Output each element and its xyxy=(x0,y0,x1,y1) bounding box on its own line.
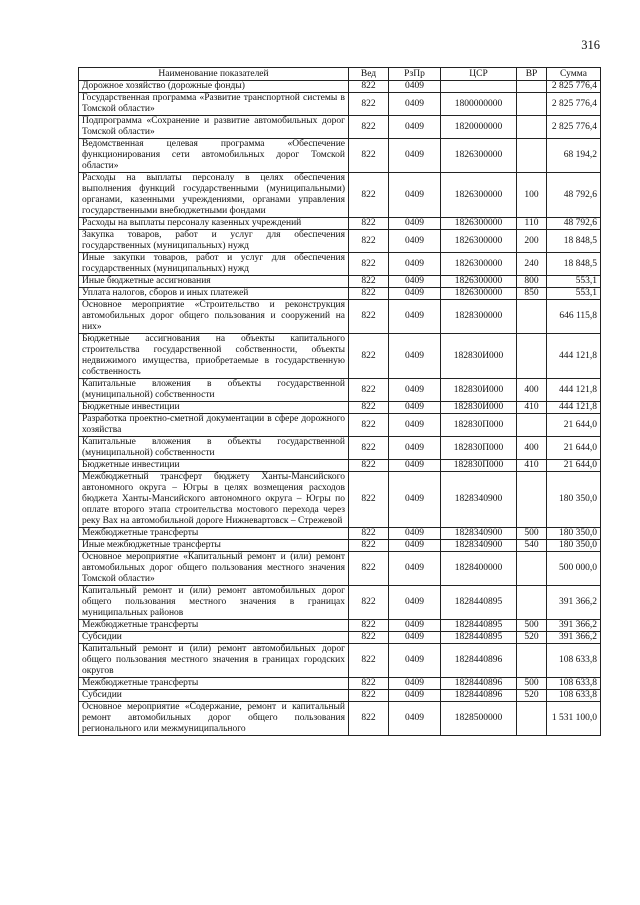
rzpr-cell: 0409 xyxy=(389,253,441,276)
sum-cell: 180 350,0 xyxy=(547,528,601,540)
sum-cell: 500 000,0 xyxy=(547,552,601,586)
table-row xyxy=(79,402,601,414)
indicator-name-cell: Иные межбюджетные трансферты xyxy=(79,540,349,552)
table-row xyxy=(79,702,601,736)
csr-cell: 1820000000 xyxy=(441,116,517,139)
ved-cell: 822 xyxy=(349,472,389,528)
sum-cell: 108 633,8 xyxy=(547,690,601,702)
rzpr-cell: 0409 xyxy=(389,93,441,116)
indicator-name-cell: Дорожное хозяйство (дорожные фонды) xyxy=(79,81,349,93)
ved-cell: 822 xyxy=(349,644,389,678)
rzpr-cell: 0409 xyxy=(389,460,441,472)
ved-cell: 822 xyxy=(349,586,389,620)
table-row xyxy=(79,644,601,678)
rzpr-cell: 0409 xyxy=(389,300,441,334)
indicator-name-cell: Расходы на выплаты персоналу казенных учреждений xyxy=(79,218,349,230)
ved-cell: 822 xyxy=(349,81,389,93)
ved-cell: 822 xyxy=(349,139,389,173)
sum-cell: 646 115,8 xyxy=(547,300,601,334)
header-ved: Вед xyxy=(349,68,389,81)
rzpr-cell: 0409 xyxy=(389,288,441,300)
sum-cell: 108 633,8 xyxy=(547,644,601,678)
csr-cell: 1828440896 xyxy=(441,644,517,678)
table-row xyxy=(79,472,601,528)
csr-cell: 1826300000 xyxy=(441,276,517,288)
vr-cell: 850 xyxy=(517,288,547,300)
budget-table xyxy=(78,67,601,736)
csr-cell: 1826300000 xyxy=(441,230,517,253)
rzpr-cell: 0409 xyxy=(389,678,441,690)
header-name: Наименование показателей xyxy=(79,68,349,81)
table-row xyxy=(79,540,601,552)
rzpr-cell: 0409 xyxy=(389,173,441,218)
indicator-name-cell: Капитальные вложения в объекты государственной (муниципальной) собственности xyxy=(79,437,349,460)
indicator-name-cell: Уплата налогов, сборов и иных платежей xyxy=(79,288,349,300)
vr-cell: 400 xyxy=(517,437,547,460)
table-row xyxy=(79,139,601,173)
indicator-name-cell: Иные бюджетные ассигнования xyxy=(79,276,349,288)
vr-cell: 200 xyxy=(517,230,547,253)
indicator-name-cell: Расходы на выплаты персоналу в целях обеспечения выполнения функций государственными (муниципальными) органами, казенными учреждениями, органами управления государственными внебюджетными фондами xyxy=(79,173,349,218)
vr-cell: 410 xyxy=(517,402,547,414)
rzpr-cell: 0409 xyxy=(389,690,441,702)
rzpr-cell: 0409 xyxy=(389,334,441,379)
rzpr-cell: 0409 xyxy=(389,632,441,644)
vr-cell: 500 xyxy=(517,678,547,690)
csr-cell: 1826300000 xyxy=(441,139,517,173)
indicator-name-cell: Капитальные вложения в объекты государственной (муниципальной) собственности xyxy=(79,379,349,402)
header-sum: Сумма xyxy=(547,68,601,81)
ved-cell: 822 xyxy=(349,230,389,253)
vr-cell: 520 xyxy=(517,632,547,644)
csr-cell: 1828340900 xyxy=(441,528,517,540)
vr-cell xyxy=(517,472,547,528)
table-row xyxy=(79,218,601,230)
sum-cell: 1 531 100,0 xyxy=(547,702,601,736)
table-row xyxy=(79,81,601,93)
table-row xyxy=(79,528,601,540)
sum-cell: 21 644,0 xyxy=(547,437,601,460)
ved-cell: 822 xyxy=(349,173,389,218)
sum-cell: 68 194,2 xyxy=(547,139,601,173)
indicator-name-cell: Межбюджетные трансферты xyxy=(79,620,349,632)
csr-cell: 1828340900 xyxy=(441,472,517,528)
indicator-name-cell: Субсидии xyxy=(79,690,349,702)
table-row xyxy=(79,690,601,702)
sum-cell: 21 644,0 xyxy=(547,460,601,472)
rzpr-cell: 0409 xyxy=(389,702,441,736)
indicator-name-cell: Подпрограмма «Сохранение и развитие автомобильных дорог Томской области» xyxy=(79,116,349,139)
vr-cell xyxy=(517,116,547,139)
indicator-name-cell: Ведомственная целевая программа «Обеспечение функционирования сети автомобильных дорог Томской области» xyxy=(79,139,349,173)
indicator-name-cell: Закупка товаров, работ и услуг для обеспечения государственных (муниципальных) нужд xyxy=(79,230,349,253)
sum-cell: 18 848,5 xyxy=(547,230,601,253)
table-row xyxy=(79,437,601,460)
indicator-name-cell: Межбюджетные трансферты xyxy=(79,528,349,540)
csr-cell: 182830П000 xyxy=(441,414,517,437)
csr-cell: 182830И000 xyxy=(441,402,517,414)
ved-cell: 822 xyxy=(349,288,389,300)
vr-cell xyxy=(517,414,547,437)
sum-cell: 444 121,8 xyxy=(547,334,601,379)
csr-cell: 1826300000 xyxy=(441,288,517,300)
sum-cell: 391 366,2 xyxy=(547,620,601,632)
ved-cell: 822 xyxy=(349,552,389,586)
csr-cell: 1826300000 xyxy=(441,253,517,276)
sum-cell: 18 848,5 xyxy=(547,253,601,276)
rzpr-cell: 0409 xyxy=(389,586,441,620)
table-row xyxy=(79,116,601,139)
indicator-name-cell: Основное мероприятие «Капитальный ремонт и (или) ремонт автомобильных дорог общего пользования местного значения Томской области» xyxy=(79,552,349,586)
rzpr-cell: 0409 xyxy=(389,230,441,253)
header-vr: ВР xyxy=(517,68,547,81)
csr-cell: 1828500000 xyxy=(441,702,517,736)
sum-cell: 553,1 xyxy=(547,288,601,300)
rzpr-cell: 0409 xyxy=(389,402,441,414)
ved-cell: 822 xyxy=(349,528,389,540)
ved-cell: 822 xyxy=(349,402,389,414)
table-row xyxy=(79,253,601,276)
rzpr-cell: 0409 xyxy=(389,414,441,437)
csr-cell: 1828440896 xyxy=(441,690,517,702)
table-row xyxy=(79,586,601,620)
rzpr-cell: 0409 xyxy=(389,139,441,173)
csr-cell: 1828300000 xyxy=(441,300,517,334)
table-row xyxy=(79,620,601,632)
csr-cell: 1828340900 xyxy=(441,540,517,552)
sum-cell: 180 350,0 xyxy=(547,540,601,552)
table-row xyxy=(79,93,601,116)
rzpr-cell: 0409 xyxy=(389,552,441,586)
table-header-row xyxy=(79,68,601,81)
indicator-name-cell: Бюджетные ассигнования на объекты капитального строительства государственной собственности, объекты недвижимого имущества, приобретаемые в государственную собственность xyxy=(79,334,349,379)
rzpr-cell: 0409 xyxy=(389,644,441,678)
table-row xyxy=(79,460,601,472)
csr-cell: 182830П000 xyxy=(441,437,517,460)
table-row xyxy=(79,276,601,288)
vr-cell: 540 xyxy=(517,540,547,552)
vr-cell xyxy=(517,644,547,678)
sum-cell: 48 792,6 xyxy=(547,173,601,218)
vr-cell: 500 xyxy=(517,620,547,632)
rzpr-cell: 0409 xyxy=(389,379,441,402)
ved-cell: 822 xyxy=(349,334,389,379)
table-row xyxy=(79,678,601,690)
vr-cell xyxy=(517,300,547,334)
indicator-name-cell: Бюджетные инвестиции xyxy=(79,460,349,472)
ved-cell: 822 xyxy=(349,540,389,552)
csr-cell xyxy=(441,81,517,93)
indicator-name-cell: Основное мероприятие «Содержание, ремонт и капитальный ремонт автомобильных дорог общего пользования регионального или межмуниципального xyxy=(79,702,349,736)
table-row xyxy=(79,379,601,402)
rzpr-cell: 0409 xyxy=(389,81,441,93)
indicator-name-cell: Субсидии xyxy=(79,632,349,644)
header-csr: ЦСР xyxy=(441,68,517,81)
vr-cell: 520 xyxy=(517,690,547,702)
csr-cell: 1826300000 xyxy=(441,173,517,218)
sum-cell: 391 366,2 xyxy=(547,586,601,620)
csr-cell: 1828440895 xyxy=(441,620,517,632)
table-row xyxy=(79,552,601,586)
vr-cell: 800 xyxy=(517,276,547,288)
vr-cell xyxy=(517,139,547,173)
rzpr-cell: 0409 xyxy=(389,620,441,632)
ved-cell: 822 xyxy=(349,678,389,690)
sum-cell: 444 121,8 xyxy=(547,379,601,402)
vr-cell xyxy=(517,93,547,116)
header-rzpr: РзПр xyxy=(389,68,441,81)
csr-cell: 182830И000 xyxy=(441,334,517,379)
vr-cell xyxy=(517,552,547,586)
indicator-name-cell: Разработка проектно-сметной документации в сфере дорожного хозяйства xyxy=(79,414,349,437)
rzpr-cell: 0409 xyxy=(389,276,441,288)
csr-cell: 182830И000 xyxy=(441,379,517,402)
indicator-name-cell: Межбюджетный трансферт бюджету Ханты-Мансийского автономного округа – Югры в целях возмещения расходов бюджета Ханты-Мансийского автономного округа – Югры по оплате второго этапа строительства мостового перехода через реку Вах на автомобильной дороге Нижневартовск – Стрежевой xyxy=(79,472,349,528)
sum-cell: 2 825 776,4 xyxy=(547,81,601,93)
vr-cell: 240 xyxy=(517,253,547,276)
vr-cell xyxy=(517,702,547,736)
ved-cell: 822 xyxy=(349,414,389,437)
sum-cell: 108 633,8 xyxy=(547,678,601,690)
rzpr-cell: 0409 xyxy=(389,528,441,540)
sum-cell: 180 350,0 xyxy=(547,472,601,528)
vr-cell xyxy=(517,81,547,93)
table-row xyxy=(79,414,601,437)
indicator-name-cell: Межбюджетные трансферты xyxy=(79,678,349,690)
ved-cell: 822 xyxy=(349,702,389,736)
indicator-name-cell: Бюджетные инвестиции xyxy=(79,402,349,414)
table-row xyxy=(79,632,601,644)
ved-cell: 822 xyxy=(349,460,389,472)
csr-cell: 1828440896 xyxy=(441,678,517,690)
csr-cell: 1800000000 xyxy=(441,93,517,116)
rzpr-cell: 0409 xyxy=(389,218,441,230)
vr-cell: 110 xyxy=(517,218,547,230)
ved-cell: 822 xyxy=(349,300,389,334)
sum-cell: 2 825 776,4 xyxy=(547,93,601,116)
ved-cell: 822 xyxy=(349,690,389,702)
ved-cell: 822 xyxy=(349,632,389,644)
table-row xyxy=(79,334,601,379)
ved-cell: 822 xyxy=(349,116,389,139)
vr-cell: 100 xyxy=(517,173,547,218)
vr-cell xyxy=(517,586,547,620)
indicator-name-cell: Капитальный ремонт и (или) ремонт автомобильных дорог общего пользования местного значения в границах муниципальных районов xyxy=(79,586,349,620)
page-number: 316 xyxy=(581,38,600,52)
csr-cell: 1828400000 xyxy=(441,552,517,586)
vr-cell: 500 xyxy=(517,528,547,540)
ved-cell: 822 xyxy=(349,276,389,288)
vr-cell: 400 xyxy=(517,379,547,402)
ved-cell: 822 xyxy=(349,218,389,230)
csr-cell: 1828440895 xyxy=(441,632,517,644)
sum-cell: 21 644,0 xyxy=(547,414,601,437)
table-row xyxy=(79,288,601,300)
csr-cell: 1826300000 xyxy=(441,218,517,230)
indicator-name-cell: Государственная программа «Развитие транспортной системы в Томской области» xyxy=(79,93,349,116)
csr-cell: 182830П000 xyxy=(441,460,517,472)
ved-cell: 822 xyxy=(349,93,389,116)
table-row xyxy=(79,173,601,218)
indicator-name-cell: Иные закупки товаров, работ и услуг для обеспечения государственных (муниципальных) нужд xyxy=(79,253,349,276)
table-row xyxy=(79,230,601,253)
ved-cell: 822 xyxy=(349,253,389,276)
indicator-name-cell: Основное мероприятие «Строительство и реконструкция автомобильных дорог общего пользования и сооружений на них» xyxy=(79,300,349,334)
ved-cell: 822 xyxy=(349,437,389,460)
rzpr-cell: 0409 xyxy=(389,540,441,552)
rzpr-cell: 0409 xyxy=(389,472,441,528)
vr-cell xyxy=(517,334,547,379)
sum-cell: 2 825 776,4 xyxy=(547,116,601,139)
table-row xyxy=(79,300,601,334)
sum-cell: 48 792,6 xyxy=(547,218,601,230)
rzpr-cell: 0409 xyxy=(389,116,441,139)
sum-cell: 444 121,8 xyxy=(547,402,601,414)
sum-cell: 553,1 xyxy=(547,276,601,288)
indicator-name-cell: Капитальный ремонт и (или) ремонт автомобильных дорог общего пользования местного значения в границах городских округов xyxy=(79,644,349,678)
rzpr-cell: 0409 xyxy=(389,437,441,460)
ved-cell: 822 xyxy=(349,620,389,632)
ved-cell: 822 xyxy=(349,379,389,402)
sum-cell: 391 366,2 xyxy=(547,632,601,644)
csr-cell: 1828440895 xyxy=(441,586,517,620)
vr-cell: 410 xyxy=(517,460,547,472)
